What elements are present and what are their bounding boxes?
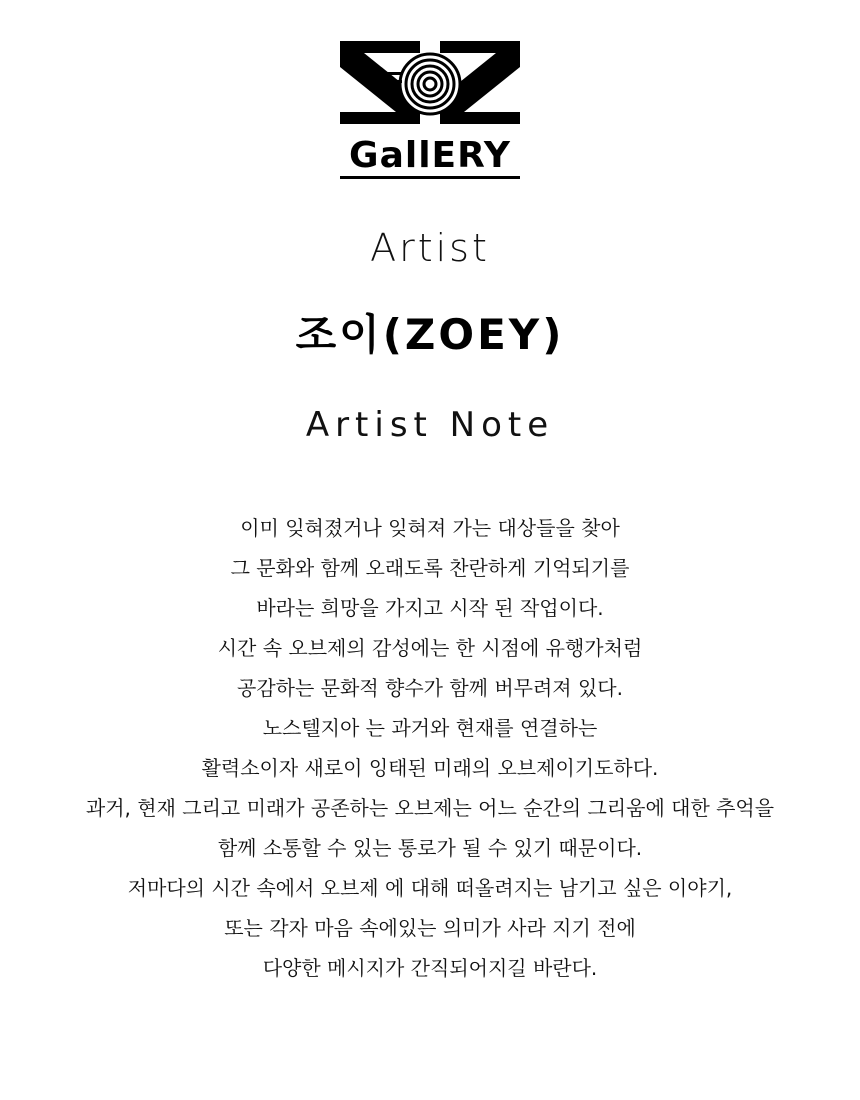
note-line: 또는 각자 마음 속에있는 의미가 사라 지기 전에: [224, 916, 636, 940]
note-line: 다양한 메시지가 간직되어지길 바란다.: [262, 956, 598, 980]
artist-note-title: Artist Note: [305, 405, 555, 445]
note-line: 함께 소통할 수 있는 통로가 될 수 있기 때문이다.: [217, 836, 643, 860]
artist-note-body: [40, 508, 820, 988]
note-line: 과거, 현재 그리고 미래가 공존하는 오브제는 어느 순간의 그리움에 대한 추억을: [85, 796, 775, 820]
artist-name: 조이(ZOEY): [295, 310, 565, 359]
note-line: 바라는 희망을 가지고 시작 된 작업이다.: [256, 596, 604, 620]
note-line: 시간 속 오브제의 감성에는 한 시점에 유행가처럼: [217, 636, 643, 660]
note-line: 이미 잊혀졌거나 잊혀져 가는 대상들을 찾아: [240, 516, 620, 540]
gallery-logo: [330, 36, 530, 186]
note-line: 공감하는 문화적 향수가 함께 버무려져 있다.: [237, 676, 623, 700]
artist-label: Artist: [370, 226, 490, 270]
note-line: 그 문화와 함께 오래도록 찬란하게 기억되기를: [230, 556, 630, 580]
note-line: 노스텔지아 는 과거와 현재를 연결하는: [262, 716, 598, 740]
gallery-wordmark: GallERY: [349, 135, 511, 176]
note-line: 저마다의 시간 속에서 오브제 에 대해 떠올려지는 남기고 싶은 이야기,: [127, 876, 733, 900]
note-line: 활력소이자 새로이 잉태된 미래의 오브제이기도하다.: [201, 756, 659, 780]
